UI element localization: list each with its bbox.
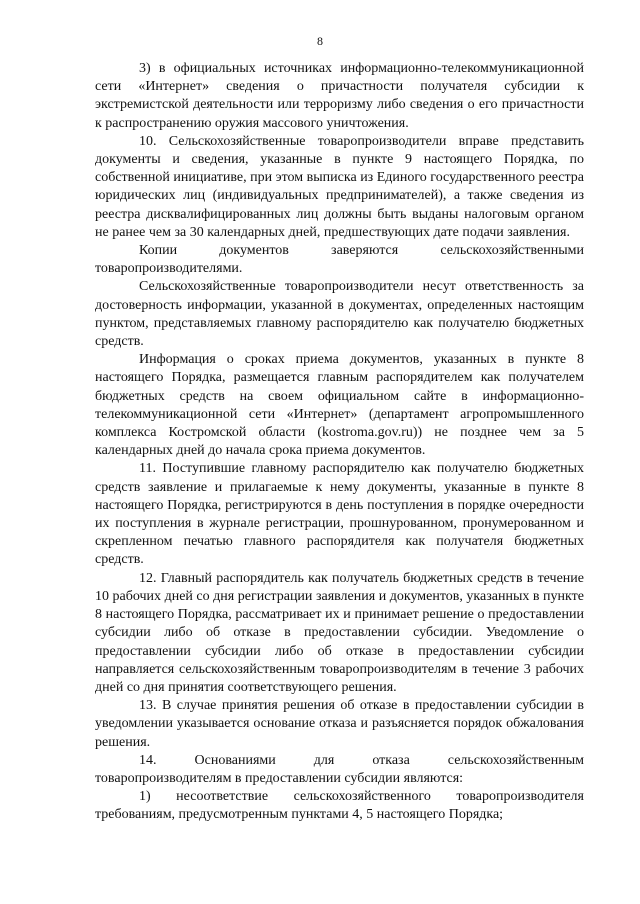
document-body	[95, 60, 584, 825]
paragraph-14-refusal-grounds: 14. Основаниями для отказа сельскохозяйственным товаропроизводителям в предоставлении субсидии являются:	[95, 752, 584, 786]
paragraph-copies-certified: Копии документов заверяются сельскохозяйственными товаропроизводителями.	[95, 243, 584, 277]
paragraph-12-decision: 12. Главный распорядитель как получатель бюджетных средств в течение 10 рабочих дней со дня регистрации заявления и документов, указанных в пункте 8 настоящего Порядка, рассматривает их и принимает решение о предоставлении субсидии либо об отказе в предоставлении субсидии. Уведомление о предоставлении субсидии либо об отказе в предоставлении субсидии направляется сельскохозяйственным товаропроизводителям в течение 3 рабочих дней со дня принятия соответствующего решения.	[95, 570, 584, 695]
page-number: 8	[317, 34, 323, 48]
paragraph-10-documents-initiative: 10. Сельскохозяйственные товаропроизводители вправе представить документы и сведения, указанные в пункте 9 настоящего Порядка, по собственной инициативе, при этом выписка из Единого государственного реестра юридических лиц (индивидуальных предпринимателей), а также сведения из реестра дисквалифицированных лиц должны быть выданы налоговым органом не ранее чем за 30 календарных дней, предшествующих дате подачи заявления.	[95, 133, 584, 240]
paragraph-responsibility: Сельскохозяйственные товаропроизводители несут ответственность за достоверность информации, указанной в документах, определенных настоящим пунктом, представляемых главному распорядителю как получателю бюджетных средств.	[95, 279, 584, 350]
paragraph-13-refusal-notice: 13. В случае принятия решения об отказе в предоставлении субсидии в уведомлении указывается основание отказа и разъясняется порядок обжалования решения.	[95, 698, 584, 750]
paragraph-11-registration: 11. Поступившие главному распорядителю как получателю бюджетных средств заявление и прилагаемые к нему документы, указанные в пункте 8 настоящего Порядка, регистрируются в день поступления в порядке очередности их поступления в журнале регистрации, прошнурованном, пронумерованном и скрепленном печатью главного распорядителя как получателя бюджетных средств.	[95, 461, 584, 568]
paragraph-item-3-sources: 3) в официальных источниках информационно-телекоммуникационной сети «Интернет» сведения о причастности получателя субсидии к экстремистской деятельности или терроризму либо сведения о его причастности к распространению оружия массового уничтожения.	[95, 61, 584, 131]
paragraph-deadline-information: Информация о сроках приема документов, указанных в пункте 8 настоящего Порядка, размещается главным распорядителем как получателем бюджетных средств на своем официальном сайте в информационно-телекоммуникационной сети «Интернет» (департамент агропромышленного комплекса Костромской области (kostroma.gov.ru)) не позднее чем за 5 календарных дней до начала срока приема документов.	[95, 352, 584, 459]
paragraph-14-item-1: 1) несоответствие сельскохозяйственного товаропроизводителя требованиям, предусмотренным пунктами 4, 5 настоящего Порядка;	[95, 789, 584, 823]
